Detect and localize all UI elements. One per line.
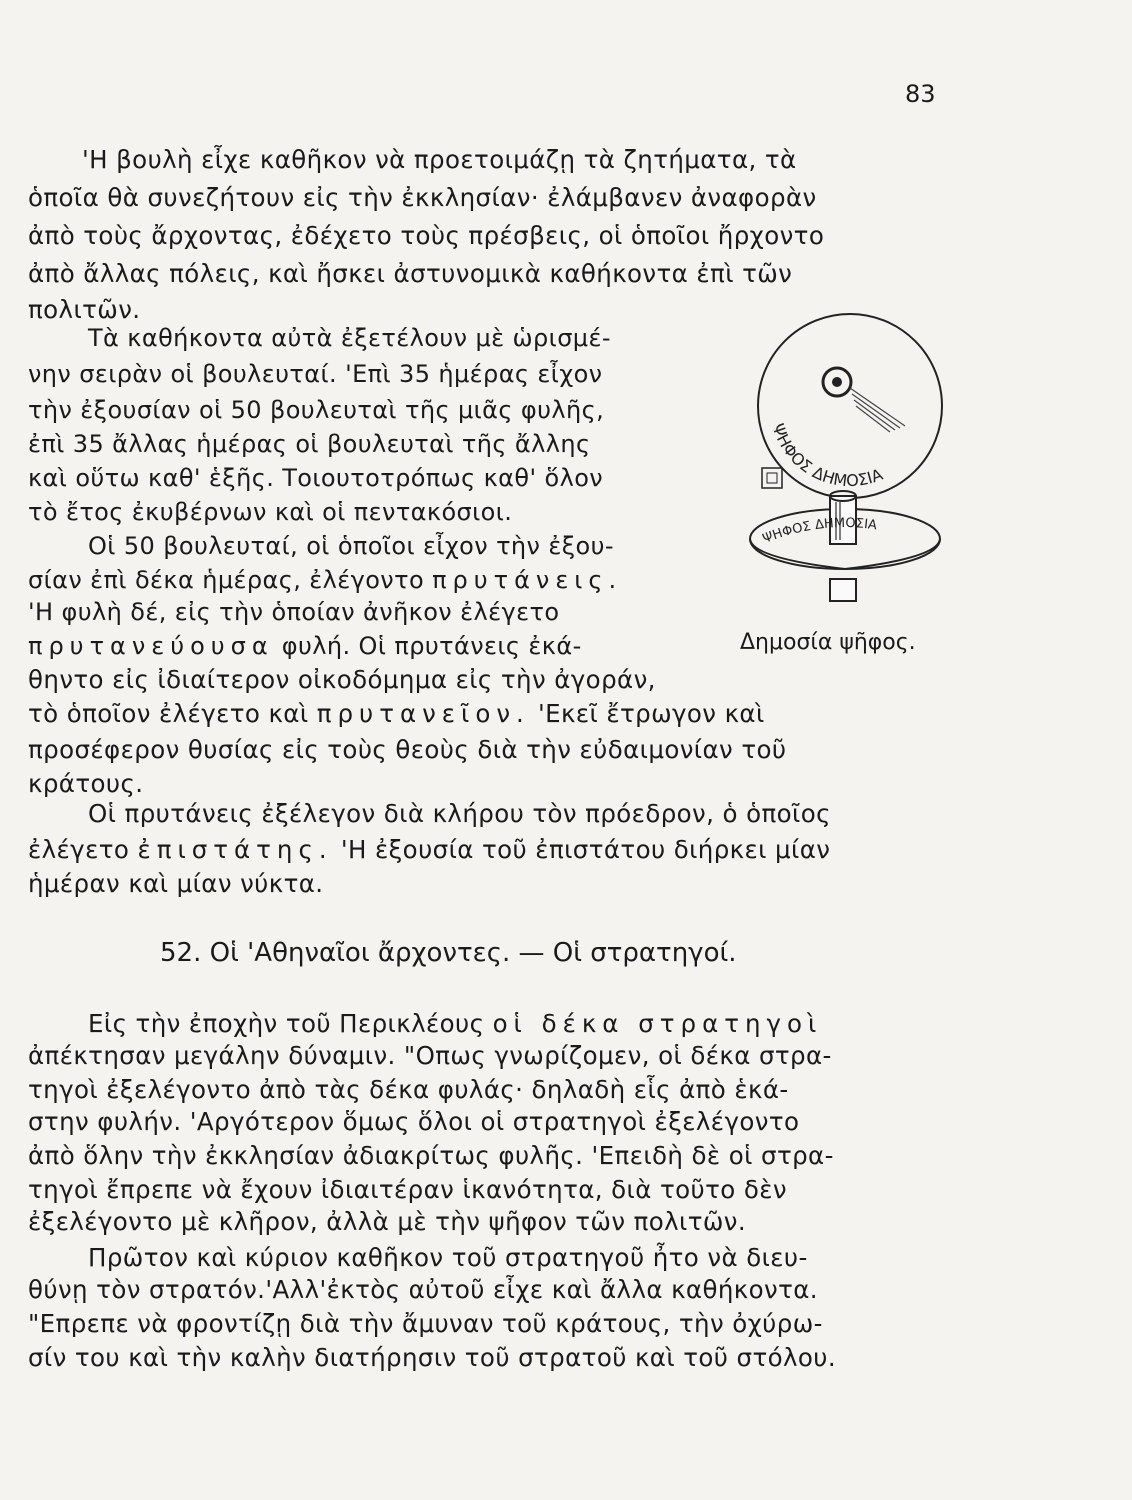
text-line: Πρῶτον καὶ κύριον καθῆκον τοῦ στρατηγοῦ ἦτο νὰ διευ- <box>88 1243 808 1272</box>
text-line: προσέφερον θυσίας εἰς τοὺς θεοὺς διὰ τὴν εὐδαιμονίαν τοῦ <box>28 735 787 764</box>
text-line: πολιτῶν. <box>28 295 141 324</box>
spaced-term: πρυτανεῖον. <box>316 699 530 728</box>
disc-inscription-text: ΨΗΦΟΣ ΔΗΜΟΣΙΑ <box>768 421 886 491</box>
text-line: ἀπὸ τοὺς ἄρχοντας, ἐδέχετο τοὺς πρέσβεις, οἱ ὁποῖοι ἤρχοντο <box>28 221 825 250</box>
text-line: σίν του καὶ τὴν καλὴν διατήρησιν τοῦ στρατοῦ καὶ τοῦ στόλου. <box>28 1343 837 1372</box>
text-line: "Επρεπε νὰ φροντίζῃ διὰ τὴν ἄμυναν τοῦ κράτους, τὴν ὀχύρω- <box>28 1309 823 1338</box>
section-heading: 52. Οἱ 'Αθηναῖοι ἄρχοντες. — Οἱ στρατηγοί. <box>160 938 737 968</box>
text-line: Οἱ 50 βουλευταί, οἱ ὁποῖοι εἶχον τὴν ἐξου- <box>88 532 614 560</box>
page-number: 83 <box>905 80 936 108</box>
text-line: τηγοὶ ἐξελέγοντο ἀπὸ τὰς δέκα φυλάς· δηλαδὴ εἷς ἀπὸ ἑκά- <box>28 1075 789 1104</box>
text-run: ἐλέγετο <box>28 835 138 864</box>
text-line <box>28 568 622 592</box>
text-line: τὸ ἔτος ἐκυβέρνων καὶ οἱ πεντακόσιοι. <box>28 498 513 526</box>
text-line: ἡμέραν καὶ μίαν νύκτα. <box>28 869 324 898</box>
spaced-term: οἱ δέκα στρατηγοὶ <box>492 1009 823 1038</box>
text-line: θηντο εἰς ἰδιαίτερον οἰκοδόμημα εἰς τὴν ἀγοράν, <box>28 665 656 694</box>
text-line: ὁποῖα θὰ συνεζήτουν εἰς τὴν ἐκκλησίαν· ἐλάμβανεν ἀναφορὰν <box>28 183 817 212</box>
text-line: τὴν ἐξουσίαν οἱ 50 βουλευταὶ τῆς μιᾶς φυλῆς, <box>28 396 605 424</box>
text-line: ἀπὸ ἄλλας πόλεις, καὶ ἤσκει ἀστυνομικὰ καθήκοντα ἐπὶ τῶν <box>28 259 793 288</box>
spaced-term: ἐπιστάτης. <box>137 835 333 864</box>
text-line: κράτους. <box>28 769 144 798</box>
text-line: νην σειρὰν οἱ βουλευταί. 'Επὶ 35 ἡμέρας εἶχον <box>28 360 603 388</box>
text-line: ἀπέκτησαν μεγάλην δύναμιν. "Οπως γνωρίζομεν, οἱ δέκα στρα- <box>28 1041 832 1070</box>
text-line <box>88 1009 823 1038</box>
text-line: ἀπὸ ὅλην τὴν ἐκκλησίαν ἀδιακρίτως φυλῆς. 'Επειδὴ δὲ οἱ στρα- <box>28 1141 834 1170</box>
text-run: τὸ ὁποῖον ἐλέγετο καὶ <box>28 699 317 728</box>
figure-caption: Δημοσία ψῆφος. <box>740 630 916 655</box>
ballot-figure <box>740 296 950 636</box>
text-line: Οἱ πρυτάνεις ἐξέλεγον διὰ κλήρου τὸν πρόεδρον, ὁ ὁποῖος <box>88 799 831 828</box>
text-run: φυλή. Οἱ πρυτάνεις ἐκά- <box>273 632 582 660</box>
text-line: καὶ οὕτω καθ' ἑξῆς. Τοιουτοτρόπως καθ' ὅλον <box>28 464 604 492</box>
text-run: Εἰς τὴν ἐποχὴν τοῦ Περικλέους <box>88 1009 493 1038</box>
text-line: θύνῃ τὸν στρατόν.'Αλλ'ἐκτὸς αὐτοῦ εἶχε καὶ ἄλλα καθήκοντα. <box>28 1275 818 1304</box>
text-line <box>28 699 765 728</box>
spaced-term: πρυτάνεις. <box>432 566 623 594</box>
ballot-hub-center <box>832 377 842 387</box>
ballot-disc-face <box>758 314 942 498</box>
text-line: τηγοὶ ἔπρεπε νὰ ἔχουν ἰδιαιτέραν ἱκανότητα, διὰ τοῦτο δὲν <box>28 1175 787 1204</box>
ballot-shadow-hatching <box>850 388 905 432</box>
text-run: 'Η ἐξουσία τοῦ ἐπιστάτου διήρκει μίαν <box>332 835 831 864</box>
text-line <box>28 835 831 864</box>
stamp-mark <box>762 468 782 488</box>
text-line: στην φυλήν. 'Αργότερον ὅμως ὅλοι οἱ στρατηγοὶ ἐξελέγοντο <box>28 1107 800 1136</box>
disc-inscription <box>768 421 885 490</box>
ballot-axle-bottom <box>830 579 856 601</box>
text-line: ἐπὶ 35 ἄλλας ἡμέρας οἱ βουλευταὶ τῆς ἄλλης <box>28 430 591 458</box>
disc-side-inscription-text: ΨΗΦΟΣ ΔΗΜΟΣΙΑ <box>760 515 878 547</box>
text-line: 'Η φυλὴ δέ, εἰς τὴν ὁποίαν ἀνῆκον ἐλέγετο <box>28 598 560 626</box>
stamp-mark-inner <box>767 473 777 483</box>
text-line: Τὰ καθήκοντα αὐτὰ ἐξετέλουν μὲ ὡρισμέ- <box>88 324 611 352</box>
spaced-term: πρυτανεύουσα <box>28 632 274 660</box>
text-line <box>28 634 582 658</box>
text-run: σίαν ἐπὶ δέκα ἡμέρας, ἐλέγοντο <box>28 566 433 594</box>
text-line: ἐξελέγοντο μὲ κλῆρον, ἀλλὰ μὲ τὴν ψῆφον τῶν πολιτῶν. <box>28 1207 747 1236</box>
text-run: 'Εκεῖ ἔτρωγον καὶ <box>529 699 765 728</box>
text-line: 'Η βουλὴ εἶχε καθῆκον νὰ προετοιμάζῃ τὰ ζητήματα, τὰ <box>82 145 797 174</box>
disc-side-inscription <box>761 516 878 547</box>
